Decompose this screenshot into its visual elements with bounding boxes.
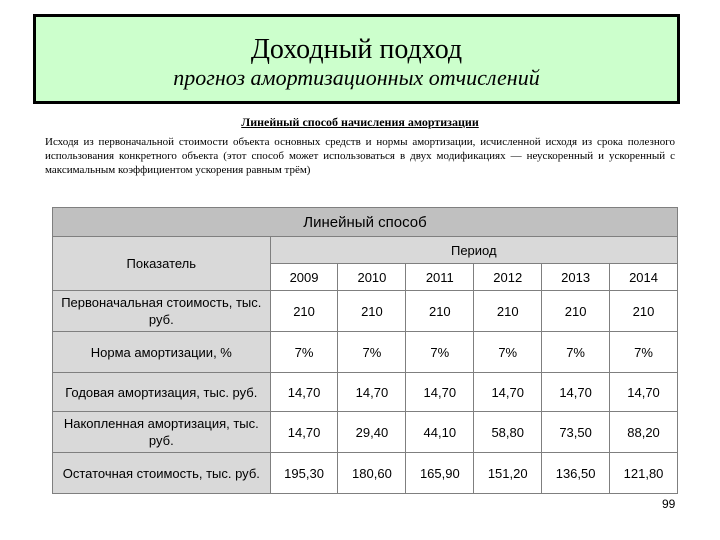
table-cell: 195,30 <box>270 453 338 494</box>
title-box <box>33 14 680 104</box>
table-cell: 14,70 <box>270 373 338 412</box>
table-row <box>53 373 678 412</box>
table-cell: 210 <box>542 291 610 332</box>
table-cell: 14,70 <box>610 373 678 412</box>
table-cell: 165,90 <box>406 453 474 494</box>
table-cell: 7% <box>610 332 678 373</box>
table-cell: 7% <box>270 332 338 373</box>
table-cell: 210 <box>270 291 338 332</box>
table-cell: 88,20 <box>610 412 678 453</box>
table-cell: 210 <box>610 291 678 332</box>
row-label: Норма амортизации, % <box>53 332 271 373</box>
table-cell: 121,80 <box>610 453 678 494</box>
table-cell: 14,70 <box>406 373 474 412</box>
year-header: 2010 <box>338 264 406 291</box>
page-title: Доходный подход <box>250 34 463 65</box>
table-cell: 210 <box>338 291 406 332</box>
depreciation-table-container <box>52 207 678 494</box>
table-cell: 7% <box>406 332 474 373</box>
table-cell: 29,40 <box>338 412 406 453</box>
page-subtitle: прогноз амортизационных отчислений <box>173 65 540 90</box>
row-label: Первоначальная стоимость, тыс. руб. <box>53 291 271 332</box>
year-header: 2011 <box>406 264 474 291</box>
table-cell: 14,70 <box>542 373 610 412</box>
year-header: 2012 <box>474 264 542 291</box>
table-cell: 7% <box>542 332 610 373</box>
table-cell: 151,20 <box>474 453 542 494</box>
table-cell: 58,80 <box>474 412 542 453</box>
year-header: 2013 <box>542 264 610 291</box>
row-label: Накопленная амортизация, тыс. руб. <box>53 412 271 453</box>
indicator-header: Показатель <box>53 237 271 291</box>
period-header: Период <box>270 237 677 264</box>
section-heading: Линейный способ начисления амортизации <box>241 115 479 129</box>
table-cell: 73,50 <box>542 412 610 453</box>
table-cell: 180,60 <box>338 453 406 494</box>
table-cell: 210 <box>474 291 542 332</box>
depreciation-table <box>52 207 678 494</box>
table-cell: 14,70 <box>270 412 338 453</box>
intro-paragraph: Исходя из первоначальной стоимости объекта основных средств и нормы амортизации, исчисленной исходя из срока полезного использования конкретного объекта (этот способ может использоваться в двух модификациях — неускоренный и ускоренный с максимальным коэффициентом ускорения равным трём) <box>45 136 675 176</box>
table-caption: Линейный способ <box>53 208 678 237</box>
table-row <box>53 453 678 494</box>
table-row <box>53 291 678 332</box>
row-label: Годовая амортизация, тыс. руб. <box>53 373 271 412</box>
table-cell: 14,70 <box>474 373 542 412</box>
year-header: 2009 <box>270 264 338 291</box>
table-cell: 136,50 <box>542 453 610 494</box>
table-cell: 44,10 <box>406 412 474 453</box>
table-row <box>53 332 678 373</box>
table-cell: 210 <box>406 291 474 332</box>
table-cell: 7% <box>474 332 542 373</box>
table-cell: 7% <box>338 332 406 373</box>
table-row <box>53 412 678 453</box>
table-cell: 14,70 <box>338 373 406 412</box>
row-label: Остаточная стоимость, тыс. руб. <box>53 453 271 494</box>
page-number: 99 <box>662 497 676 511</box>
year-header: 2014 <box>610 264 678 291</box>
